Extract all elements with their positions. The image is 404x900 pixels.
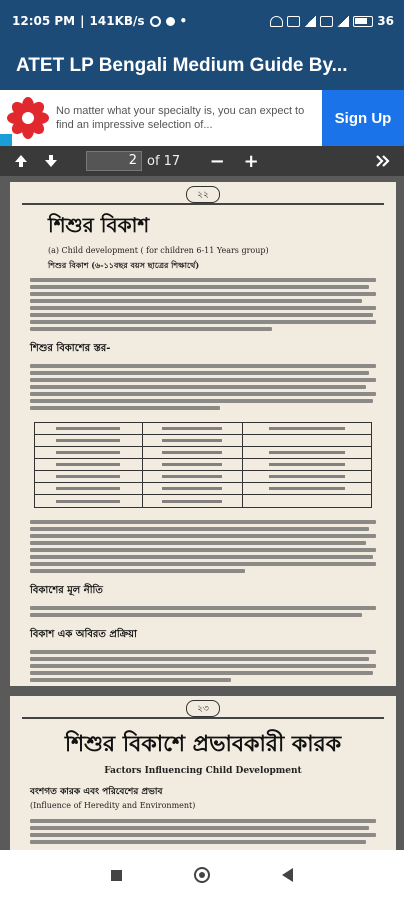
app-bar — [0, 42, 404, 90]
text-block — [10, 644, 396, 686]
signal2-icon — [337, 16, 349, 27]
battery-level: 36 — [377, 14, 394, 28]
text-block — [10, 272, 396, 337]
arrow-up-icon[interactable] — [6, 146, 36, 176]
page-number-label: ২৩ — [186, 700, 220, 717]
settings-icon — [166, 17, 175, 26]
zoom-controls — [202, 146, 266, 176]
pdf-page[interactable] — [10, 182, 396, 686]
double-chevron-right-icon[interactable] — [368, 146, 398, 176]
dot-icon: • — [179, 14, 188, 28]
recents-icon[interactable] — [111, 870, 122, 881]
page-total-label: of 17 — [147, 153, 181, 169]
table-row — [35, 435, 371, 447]
page-number-label: ২২ — [186, 186, 220, 203]
ad-text[interactable]: No matter what your specialty is, you can expect to find an impressive selection of... — [56, 105, 305, 131]
status-bar — [0, 0, 404, 42]
zoom-in-icon[interactable]: + — [243, 150, 259, 172]
pdf-page[interactable] — [10, 696, 396, 850]
ad-sign-up-button[interactable]: Sign Up — [322, 90, 404, 146]
table-row — [35, 495, 371, 507]
status-left: 12:05 PM | 141KB/s • — [12, 14, 188, 28]
page-heading: শিশুর বিকাশে প্রভাবকারী কারক — [64, 731, 342, 757]
page-subtitle: Factors Influencing Child Development — [104, 766, 302, 776]
pdf-viewer[interactable] — [0, 176, 404, 850]
status-time: 12:05 PM — [12, 14, 76, 28]
ad-choices-icon[interactable] — [0, 134, 12, 146]
wifi-icon — [270, 16, 283, 27]
table-row — [35, 471, 371, 483]
volte-icon — [287, 16, 300, 27]
text-block — [10, 600, 396, 623]
data-table — [34, 422, 372, 508]
page-subtitle-bengali: শিশুর বিকাশ (৬-১১বছর বয়স ছাত্রের শিক্ষার্থে) — [48, 260, 200, 270]
status-right — [270, 14, 394, 28]
text-block — [10, 358, 396, 416]
page-number-input[interactable]: 2 — [86, 151, 142, 171]
table-row — [35, 483, 371, 495]
table-row — [35, 447, 371, 459]
battery-icon — [353, 16, 373, 27]
alarm-icon — [150, 16, 161, 27]
back-icon[interactable] — [282, 868, 293, 882]
arrow-down-icon[interactable] — [36, 146, 66, 176]
text-block — [10, 813, 396, 850]
section-title: বংশগত কারক এবং পরিবেশের প্রভাব — [30, 787, 163, 797]
home-icon[interactable] — [194, 867, 210, 883]
section-subtitle: (Influence of Heredity and Environment) — [30, 801, 196, 810]
section-title: শিশুর বিকাশের স্তর- — [30, 343, 111, 354]
ad-banner[interactable] — [0, 90, 404, 146]
app-title: ATET LP Bengali Medium Guide By... — [16, 55, 348, 76]
signal-icon — [304, 16, 316, 27]
text-block — [10, 514, 396, 579]
zoom-out-icon[interactable]: − — [209, 150, 225, 172]
system-nav-bar — [0, 850, 404, 900]
pdf-toolbar — [0, 146, 404, 176]
page-subtitle: (a) Child development ( for children 6-11 Years group) — [48, 246, 269, 255]
section-title: বিকাশের মূল নীতি — [30, 585, 103, 596]
volte2-icon — [320, 16, 333, 27]
page-heading: শিশুর বিকাশ — [48, 213, 150, 237]
status-speed: 141KB/s — [89, 14, 145, 28]
table-row — [35, 423, 371, 435]
divider — [22, 717, 384, 719]
table-row — [35, 459, 371, 471]
section-title: বিকাশ এক অবিরত প্রক্রিয়া — [30, 629, 137, 640]
